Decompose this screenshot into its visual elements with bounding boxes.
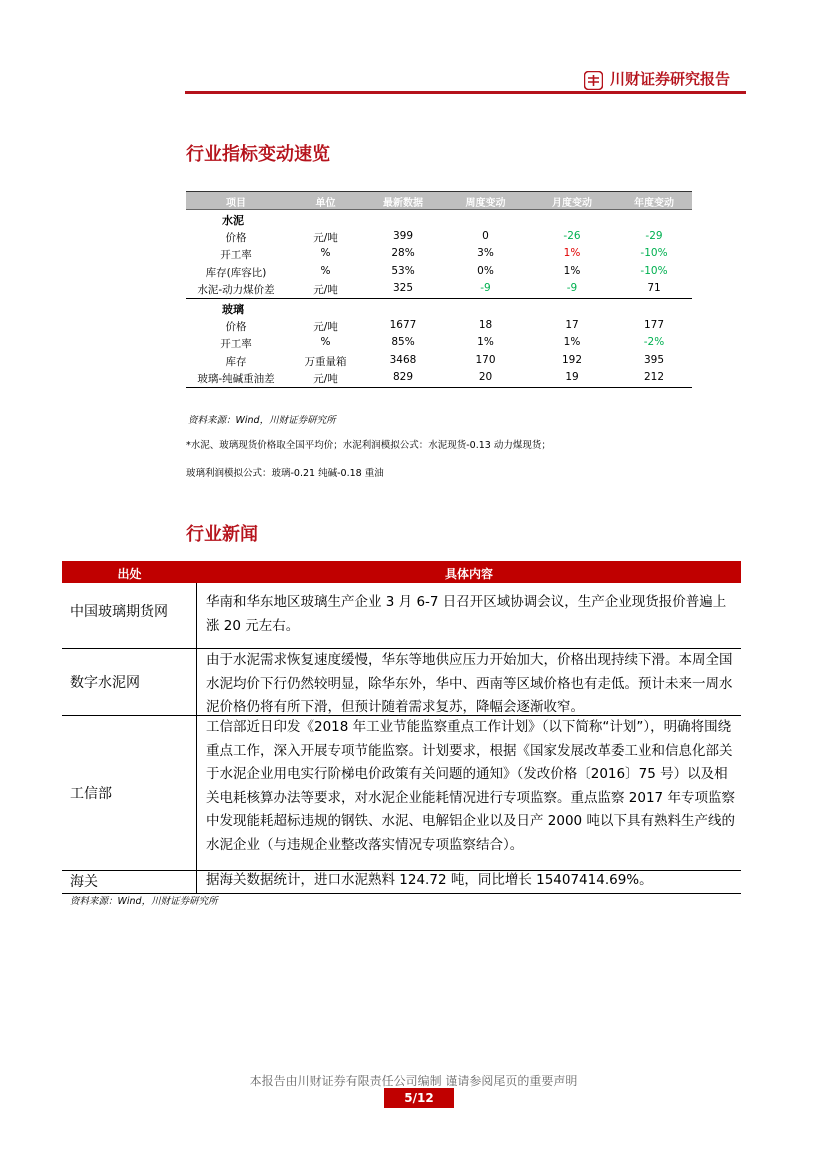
cell: -9 xyxy=(566,282,578,295)
cell: 玻璃-纯碱重油差 xyxy=(197,373,275,386)
cell: 开工率 xyxy=(220,338,252,351)
news-source: 工信部 xyxy=(70,786,112,802)
section-title-news: 行业新闻 xyxy=(186,524,258,545)
table-source: 资料来源：Wind，川财证券研究所 xyxy=(188,415,336,426)
news-content: 工信部近日印发《2018 年工业节能监察重点工作计划》（以下简称“计划”），明确将围绕重点工作，深入开展专项节能监察。计划要求，根据《国家发展改革委工业和信息化部关于水泥企业用电实行阶梯电价政策有关问题的通知》（发改价格〔2016〕75 号）以及相关电耗核算办法等要求，对水泥企业能耗情况进行专项监察。重点监察 2017 年专项监察中发现能耗超标违规的钢铁、水泥、电解铝企业以及日产 2000 吨以下具有熟料生产线的水泥企业（与违规企业整改落实情况专项监察结合）。 xyxy=(206,719,735,853)
col-header: 周度变动 xyxy=(465,198,506,209)
table-source: 资料来源：Wind，川财证券研究所 xyxy=(70,896,218,907)
column-divider xyxy=(196,716,197,870)
cell: 开工率 xyxy=(220,249,252,262)
cell: 1% xyxy=(563,264,581,277)
column-divider xyxy=(196,583,197,648)
cell: 水泥-动力煤价差 xyxy=(197,284,275,297)
col-header: 出处 xyxy=(117,567,142,581)
header-rule xyxy=(185,91,746,94)
col-header: 年度变动 xyxy=(634,198,674,209)
news-source: 中国玻璃期货网 xyxy=(70,603,168,620)
table-row xyxy=(62,871,741,894)
cell: 20 xyxy=(478,371,493,384)
news-table xyxy=(62,561,741,894)
cell: -9 xyxy=(480,282,491,295)
cell: 1% xyxy=(563,247,581,260)
cell: 53% xyxy=(391,264,415,277)
cell: 1% xyxy=(477,336,494,349)
brand-title: 川财证券研究报告 xyxy=(610,70,731,88)
table-row xyxy=(62,716,741,871)
cell: -10% xyxy=(640,247,668,260)
cell: 192 xyxy=(561,353,583,366)
news-content: 由于水泥需求恢复速度缓慢，华东等地供应压力开始加大，价格出现持续下滑。本周全国水泥均价下行仍然较明显，除华东外，华中、西南等区域价格也有走低。预计未来一周水泥价格仍将有所下滑，但预计随着需求复苏，降幅会逐渐收窄。 xyxy=(206,652,733,716)
column-divider xyxy=(196,871,197,893)
cell: 元/吨 xyxy=(313,320,338,333)
table-row xyxy=(186,245,692,263)
cell: 71 xyxy=(647,282,661,295)
table-row xyxy=(62,583,741,649)
news-table-header xyxy=(62,561,741,583)
cell: 元/吨 xyxy=(313,373,338,386)
table-row xyxy=(186,352,692,370)
cell: 库存 xyxy=(225,355,247,368)
news-content: 据海关数据统计，进口水泥熟料 124.72 吨，同比增长 15407414.69%。 xyxy=(206,872,653,888)
cell: 325 xyxy=(392,282,414,295)
table-row xyxy=(186,369,692,387)
cell: 177 xyxy=(643,318,665,331)
cell: -10% xyxy=(640,264,668,277)
cell: 19 xyxy=(565,371,579,384)
table-row xyxy=(186,228,692,246)
footer-disclaimer: 本报告由川财证券有限责任公司编制 谨请参阅尾页的重要声明 xyxy=(249,1074,578,1088)
logo-icon xyxy=(584,71,603,90)
section-title-indicators: 行业指标变动速览 xyxy=(186,144,330,165)
cell: 28% xyxy=(391,247,415,260)
section-label: 水泥 xyxy=(222,214,244,227)
cell: 18 xyxy=(478,318,493,331)
cell: 829 xyxy=(392,371,414,384)
cell: 0 xyxy=(482,229,489,242)
cell: -2% xyxy=(643,336,665,349)
table-row xyxy=(186,334,692,352)
indicator-table xyxy=(186,191,692,388)
column-divider xyxy=(196,649,197,715)
cell: 价格 xyxy=(225,320,247,333)
cell: 万重量箱 xyxy=(304,355,347,368)
cell: 212 xyxy=(643,371,665,384)
cement-section-label xyxy=(186,210,692,228)
col-header: 具体内容 xyxy=(444,567,493,581)
cell: % xyxy=(320,264,331,277)
cell: 价格 xyxy=(225,231,247,244)
glass-section-label xyxy=(186,299,692,317)
cell: -26 xyxy=(563,229,581,242)
table-row xyxy=(62,649,741,716)
cell: 1677 xyxy=(389,318,417,331)
news-source: 数字水泥网 xyxy=(70,675,140,691)
cell: 399 xyxy=(392,229,414,242)
cell: 170 xyxy=(475,353,496,366)
cell: % xyxy=(320,336,331,349)
col-header: 最新数据 xyxy=(383,198,423,209)
table-row xyxy=(186,317,692,335)
cell: 17 xyxy=(565,318,579,331)
section-label: 玻璃 xyxy=(222,302,244,316)
cell: 3% xyxy=(477,247,494,260)
col-header: 月度变动 xyxy=(552,198,592,209)
cell: 元/吨 xyxy=(313,231,338,244)
cell: -29 xyxy=(645,229,663,242)
table-note: 玻璃利润模拟公式：玻璃-0.21 纯碱-0.18 重油 xyxy=(186,468,384,479)
cell: % xyxy=(320,247,331,260)
cell: 3468 xyxy=(389,353,417,366)
cell: 库存(库容比) xyxy=(205,266,267,279)
table-note: *水泥、玻璃现货价格取全国平均价；水泥利润模拟公式：水泥现货-0.13 动力煤现货； xyxy=(186,440,551,451)
col-header: 单位 xyxy=(315,198,336,209)
table-bottom-rule xyxy=(186,387,692,388)
news-content: 华南和华东地区玻璃生产企业 3 月 6-7 日召开区域协调会议，生产企业现货报价普遍上涨 20 元左右。 xyxy=(206,594,727,634)
indicator-table-header xyxy=(186,191,692,210)
news-source: 海关 xyxy=(70,874,98,890)
cell: 1% xyxy=(563,336,581,349)
cell: 元/吨 xyxy=(313,284,338,297)
cell: 395 xyxy=(643,353,665,366)
page-number: 5/12 xyxy=(384,1088,454,1108)
col-header: 项目 xyxy=(226,198,246,209)
table-row xyxy=(186,263,692,281)
cell: 85% xyxy=(391,336,415,349)
table-row xyxy=(186,280,692,299)
cell: 0% xyxy=(477,264,494,277)
